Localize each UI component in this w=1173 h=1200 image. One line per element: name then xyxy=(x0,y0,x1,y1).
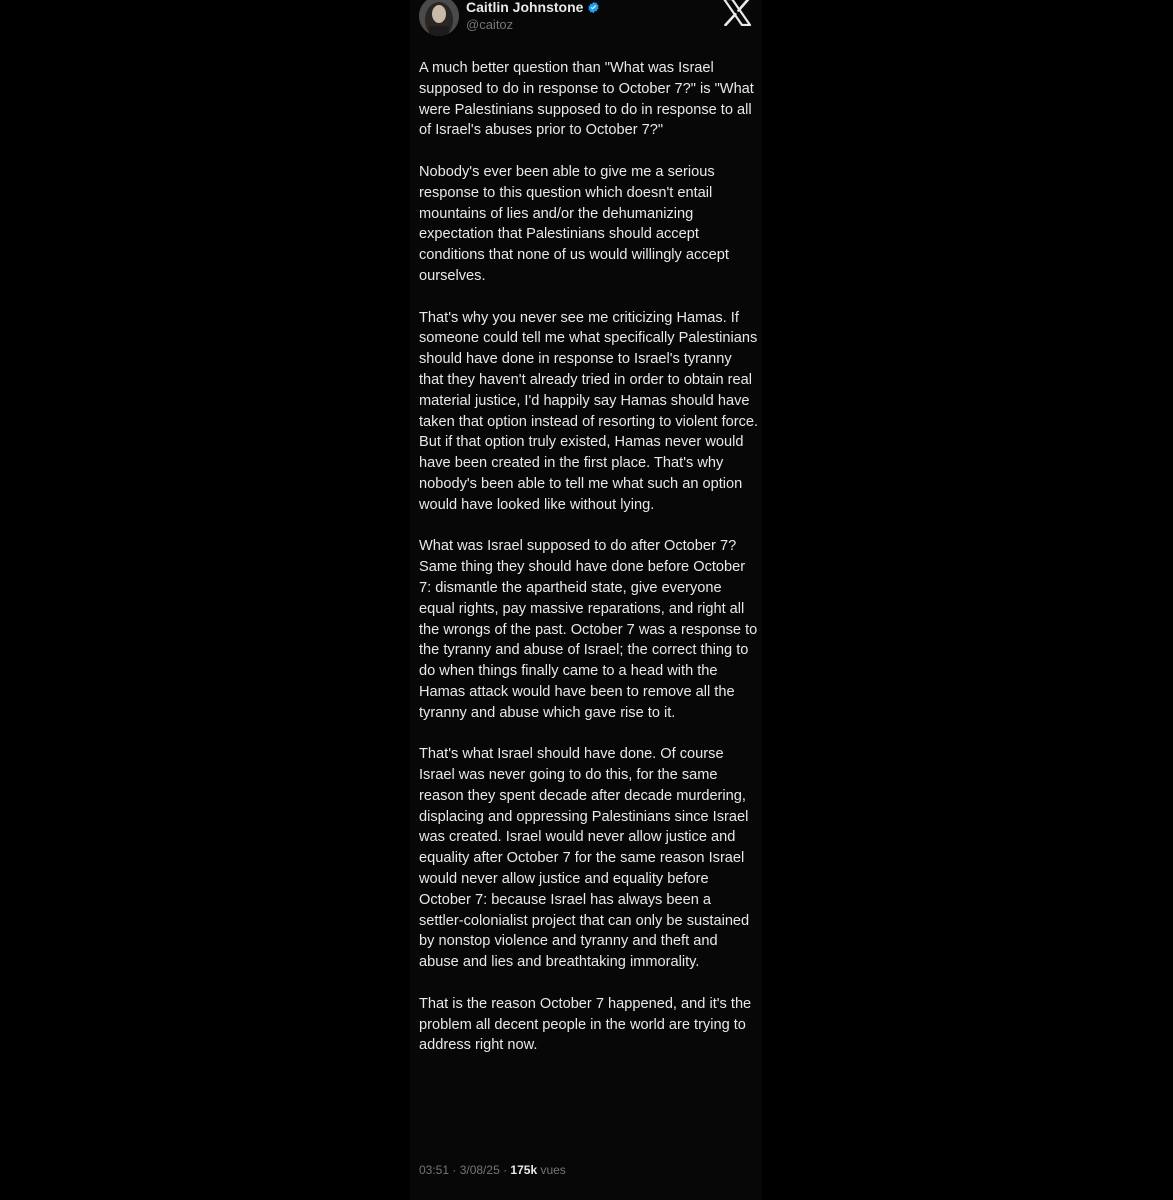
verified-badge-icon xyxy=(587,1,600,14)
author-display-name[interactable]: Caitlin Johnstone xyxy=(466,0,584,15)
author-handle[interactable]: @caitoz xyxy=(466,17,514,32)
views-label: vues xyxy=(537,1163,566,1177)
tweet-header xyxy=(419,0,759,40)
meta-separator: · xyxy=(499,1163,511,1177)
tweet-paragraph: That is the reason October 7 happened, and it's the problem all decent people in the world are trying to address right now. xyxy=(419,995,752,1054)
tweet-text xyxy=(419,58,759,1077)
tweet-paragraph: Nobody's ever been able to give me a serious response to this question which doesn't entail mountains of lies and/or the dehumanizing expectation that Palestinians should accept conditions that none of us would willingly accept ourselves. xyxy=(419,163,729,284)
meta-separator: · xyxy=(449,1163,460,1177)
author-avatar[interactable] xyxy=(419,0,459,36)
tweet-time[interactable]: 03:51 xyxy=(419,1163,450,1177)
tweet-paragraph: That's what Israel should have done. Of course Israel was never going to do this, for the same reason they spent decade after decade murdering, displacing and oppressing Palestinians since Israel was created. Israel would never allow justice and equality after October 7 for the same reason Israel would never allow justice and equality before October 7: because Israel has always been a settler-colonialist project that can only be sustained by nonstop violence and tyranny and theft and abuse and lies and breathtaking immorality. xyxy=(419,746,750,971)
author-name-row xyxy=(466,0,600,15)
tweet-meta xyxy=(419,1163,566,1177)
tweet-paragraph: What was Israel supposed to do after October 7? Same thing they should have done before October 7: dismantle the apartheid state, give everyone equal rights, pay massive reparations, and right all the wrongs of the past. October 7 was a response to the tyranny and abuse of Israel; the correct thing to do when things finally came to a head with the Hamas attack would have been to remove all the tyranny and abuse which gave rise to it. xyxy=(419,538,758,721)
tweet-paragraph: That's why you never see me criticizing Hamas. If someone could tell me what specifically Palestinians should have done in response to Israel's tyranny that they haven't already tried in order to obtain real material justice, I'd happily say Hamas should have taken that option instead of resorting to violent force. But if that option truly existed, Hamas never would have been created in the first place. That's why nobody's been able to tell me what such an option would have looked like without lying. xyxy=(419,309,759,513)
x-logo-icon[interactable] xyxy=(721,0,753,26)
tweet-paragraph: A much better question than "What was Israel supposed to do in response to October 7?" is "What were Palestinians supposed to do in response to all of Israel's abuses prior to October 7?" xyxy=(419,60,754,139)
views-count: 175k xyxy=(510,1163,538,1177)
tweet-date[interactable]: 3/08/25 xyxy=(459,1163,500,1177)
